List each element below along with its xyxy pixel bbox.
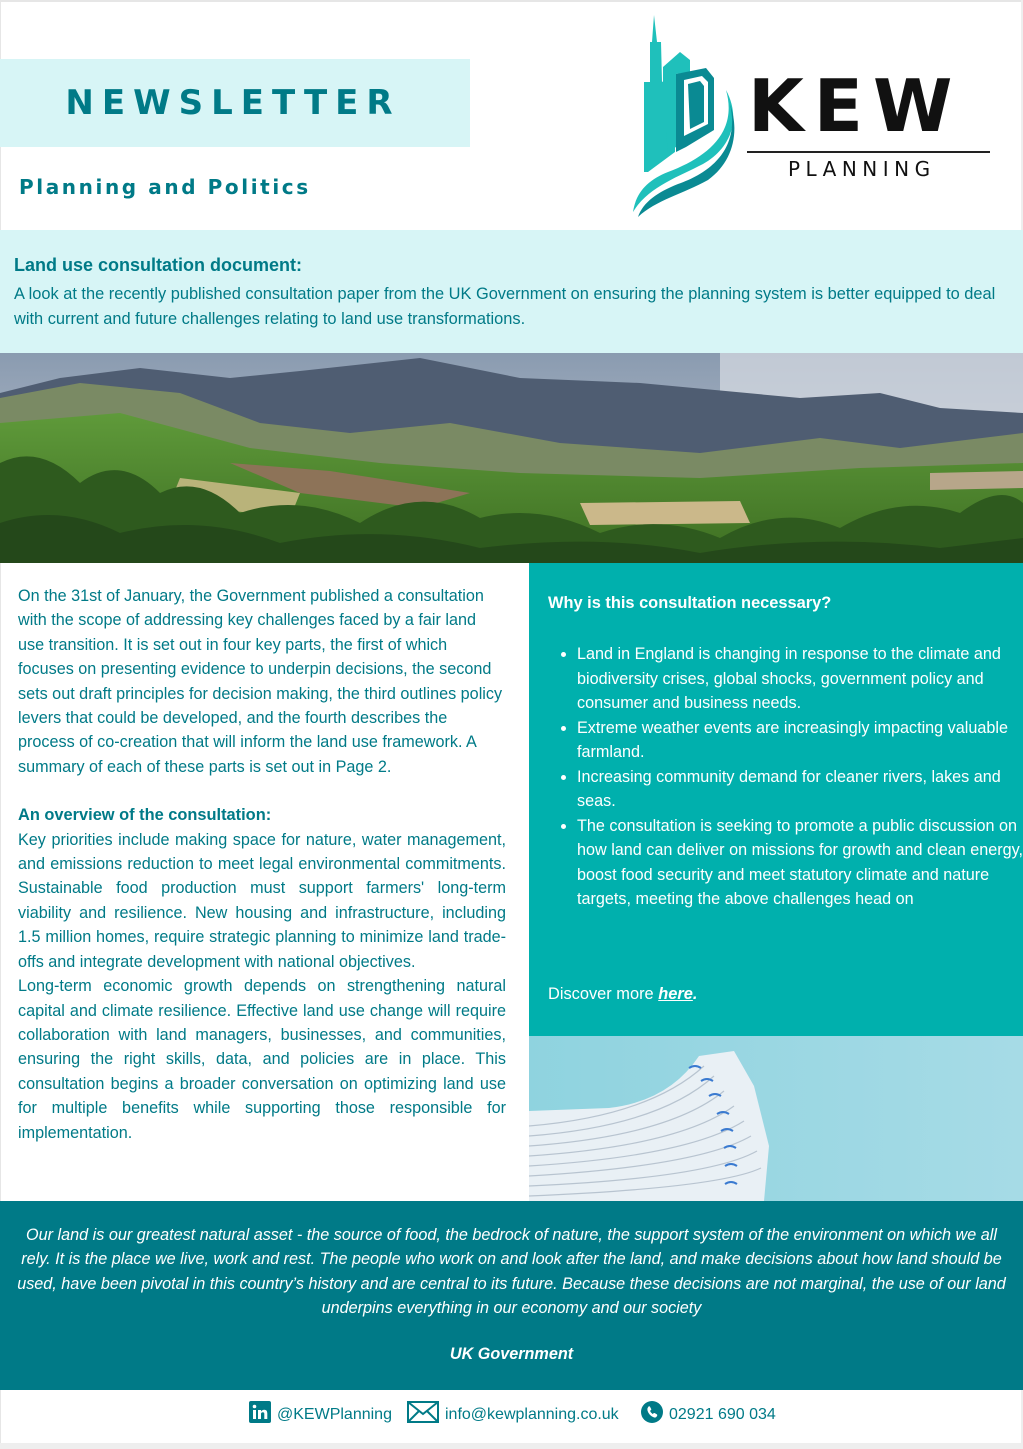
email-icon xyxy=(407,1401,439,1428)
quote-section xyxy=(0,1201,1023,1390)
reasons-list xyxy=(547,642,1023,912)
why-heading: Why is this consultation necessary? xyxy=(548,594,832,612)
linkedin-handle: @KEWPlanning xyxy=(277,1405,392,1423)
phone-contact[interactable] xyxy=(641,1401,776,1428)
intro-heading: Land use consultation document: xyxy=(14,255,303,275)
growth-paragraph: Long-term economic growth depends on strengthening natural capital and climate resilience. Effective land use change will require collaboration with land managers, businesses, and communities, ensuring the right skills, data, and policies are in place. This consultation begins a broader conversation on optimizing land use for multiple benefits while supporting those responsible for implementation. xyxy=(18,977,506,1142)
email-contact[interactable] xyxy=(407,1401,619,1428)
why-necessary-panel xyxy=(529,563,1023,1036)
discover-more xyxy=(548,985,697,1004)
quote-author: UK Government xyxy=(449,1345,574,1363)
logo-wordmark: KEW xyxy=(748,64,963,148)
paper-stack-illustration xyxy=(529,1036,1023,1201)
intro-paragraph: On the 31st of January, the Government published a consultation with the scope of addressing key challenges faced by a fair land use transition. It is set out in four key parts, the first of which focuses on presenting evidence to underpin decisions, the second sets out draft principles for decision making, the third outlines policy levers that could be developed, and the fourth describes the process of co-creation that will inform the land use framework. A summary of each of these parts is set out in Page 2. xyxy=(18,587,503,776)
logo-divider xyxy=(747,151,990,153)
list-item: • Extreme weather events are increasingly impacting valuable farmland. xyxy=(577,716,1023,765)
contact-footer xyxy=(0,1390,1023,1438)
landscape-illustration xyxy=(0,353,1023,563)
list-item: • Land in England is changing in response to the climate and biodiversity crises, global shocks, government policy and consumer and business needs. xyxy=(577,642,1023,716)
discover-suffix: . xyxy=(692,985,698,1003)
list-item: • Increasing community demand for cleaner rivers, lakes and seas. xyxy=(577,765,1023,814)
landscape-image xyxy=(0,353,1023,563)
linkedin-icon xyxy=(249,1401,271,1428)
overview-paragraph: Key priorities include making space for nature, water management, and emissions reduction to meet legal environmental commitments. Sustainable food production must support farmers' long-term viability and resilience. New housing and infrastructure, including 1.5 million homes, require strategic planning to minimize land trade-offs and integrate development with national objectives. xyxy=(18,830,506,971)
page-title: NEWSLETTER xyxy=(65,83,401,123)
discover-link[interactable]: here xyxy=(658,985,693,1003)
email-address: info@kewplanning.co.uk xyxy=(445,1405,619,1423)
quote-text: Our land is our greatest natural asset - the source of food, the bedrock of nature, the support system of the environment on which we all rely. It is the place we live, work and rest. The people who work on and look after the land, and make decisions about how land should be used, have been pivotal in this country’s history and are central to its future. Because these decisions are not marginal, the use of our land underpins everything in our economy and our society xyxy=(17,1226,1006,1318)
phone-number: 02921 690 034 xyxy=(669,1405,776,1423)
intro-text: A look at the recently published consultation paper from the UK Government on ensuring the planning system is better equipped to deal with current and future challenges relating to land use transformations. xyxy=(14,285,996,328)
linkedin-contact[interactable] xyxy=(249,1401,392,1428)
intro-section xyxy=(0,230,1023,353)
discover-prefix: Discover more xyxy=(548,985,659,1003)
newsletter-banner xyxy=(0,59,470,147)
page-subtitle: Planning and Politics xyxy=(19,175,311,199)
phone-icon xyxy=(641,1401,663,1428)
logo-subtext: PLANNING xyxy=(788,157,936,181)
documents-image xyxy=(529,1036,1023,1201)
left-column xyxy=(18,584,506,1145)
page-border xyxy=(0,1443,1023,1449)
page-border xyxy=(0,0,1023,2)
overview-heading: An overview of the consultation: xyxy=(18,806,272,825)
list-item: • The consultation is seeking to promote a public discussion on how land can deliver on missions for growth and clean energy, boost food security and meet statutory climate and nature targets, meeting the above challenges head on xyxy=(577,814,1023,912)
